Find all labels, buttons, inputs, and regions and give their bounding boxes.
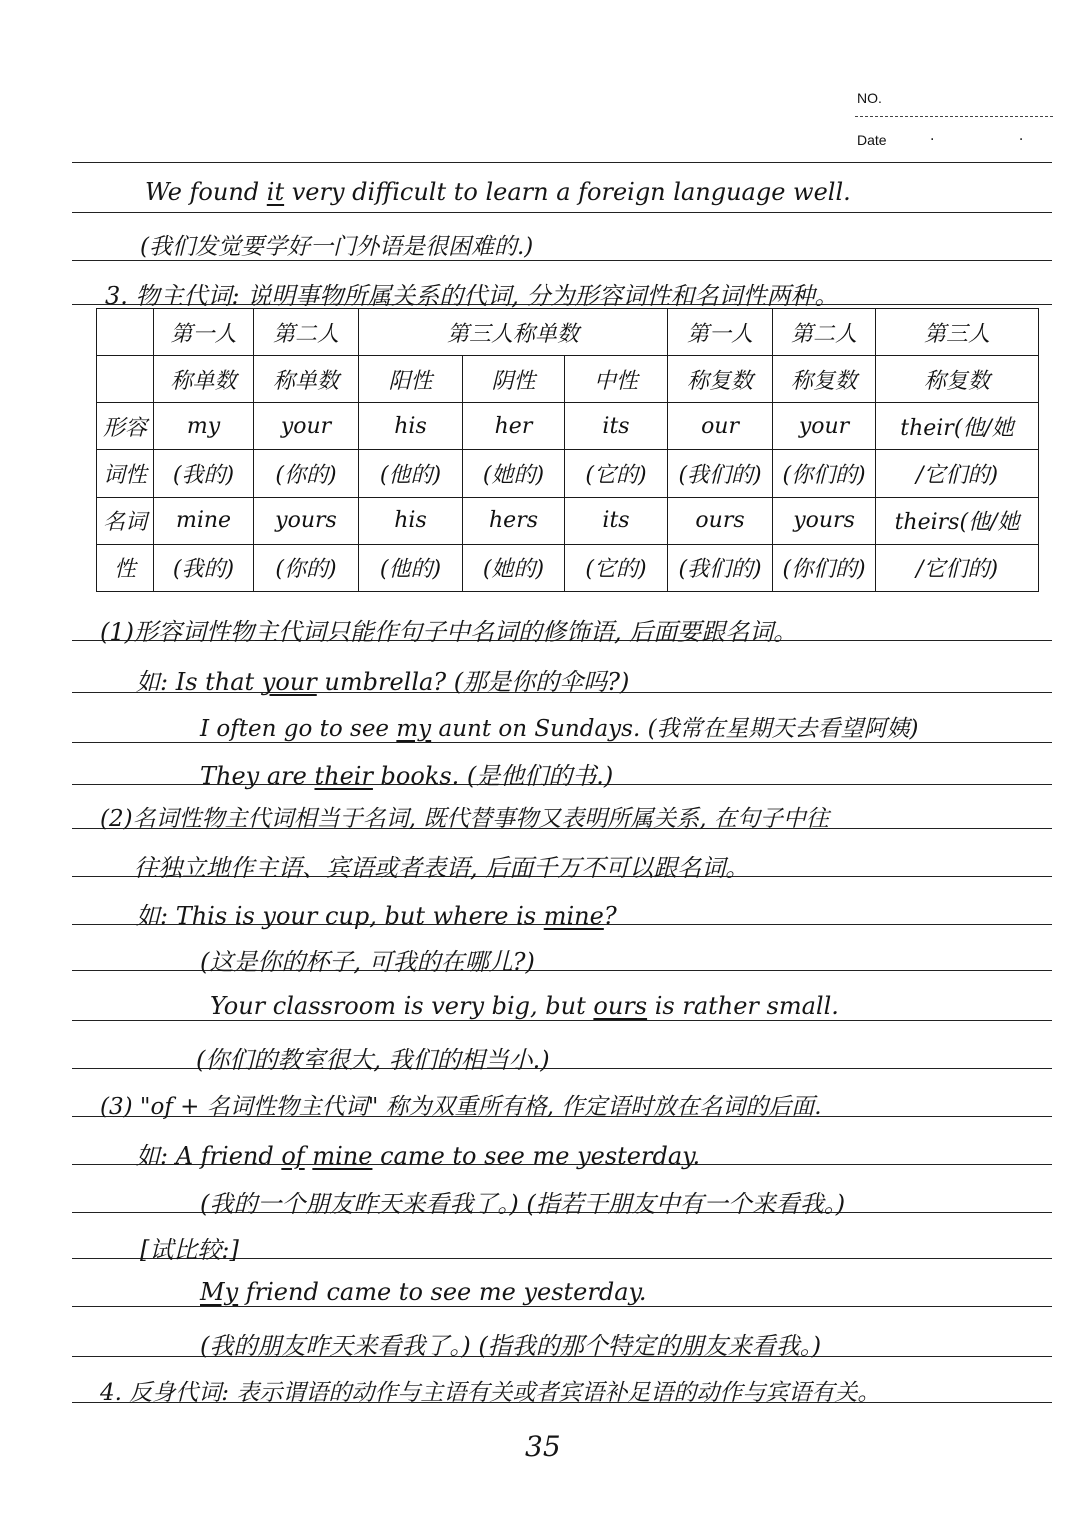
table-cell: her (463, 403, 565, 450)
table-header-cell: 第二人 (254, 309, 359, 356)
table-cell: his (359, 403, 463, 450)
table-header-cell: 中性 (565, 356, 668, 403)
row-label-adjective: 词性 (97, 450, 154, 497)
example-translation-line: (我们发觉要学好一门外语是很困难的.) (140, 234, 534, 260)
table-cell: (你们的) (773, 450, 876, 497)
table-cell: its (565, 403, 668, 450)
table-cell: (他的) (359, 450, 463, 497)
row-label-adjective: 形容 (97, 403, 154, 450)
table-cell: (他的) (359, 544, 463, 591)
example-translation-line: (我的朋友昨天来看我了。) (指我的那个特定的朋友来看我。) (200, 1332, 822, 1360)
example-translation-line: (这是你的杯子, 可我的在哪儿?) (200, 948, 535, 976)
table-cell: (我们的) (668, 544, 773, 591)
table-cell: your (773, 403, 876, 450)
row-label-noun: 名词 (97, 497, 154, 544)
table-cell: yours (254, 497, 359, 544)
page-number: 35 (525, 1430, 561, 1463)
table-header-cell: 第三人称单数 (359, 309, 668, 356)
rule-1-text: (1)形容词性物主代词只能作句子中名词的修饰语, 后面要跟名词。 (100, 618, 798, 646)
rule-2-text: (2)名词性物主代词相当于名词, 既代替事物又表明所属关系, 在句子中往 (100, 806, 829, 832)
table-cell: (它的) (565, 450, 668, 497)
table-cell: (她的) (463, 450, 565, 497)
table-cell: his (359, 497, 463, 544)
header-no-label: NO. (857, 90, 882, 106)
table-cell: (你的) (254, 450, 359, 497)
example-line: My friend came to see me yesterday. (200, 1278, 647, 1306)
header-date-dots: · · (930, 132, 1064, 148)
example-sentence-line: We found it very difficult to learn a foreign language well. (145, 178, 851, 206)
header-date-label: Date (857, 132, 887, 148)
table-header-cell: 称复数 (773, 356, 876, 403)
table-header-cell: 阴性 (463, 356, 565, 403)
table-cell: (你的) (254, 544, 359, 591)
example-line: 如: A friend of mine came to see me yesterday. (136, 1142, 701, 1170)
table-cell: theirs(他/她 (876, 497, 1039, 544)
table-header-cell: 第三人 (876, 309, 1039, 356)
table-cell: your (254, 403, 359, 450)
table-header-cell: 称单数 (154, 356, 254, 403)
table-cell: ours (668, 497, 773, 544)
example-line: They are their books. (是他们的书.) (200, 762, 614, 790)
rule-3-text: (3) "of + 名词性物主代词" 称为双重所有格, 作定语时放在名词的后面. (100, 1094, 822, 1120)
example-translation-line: (你们的教室很大, 我们的相当小.) (196, 1046, 550, 1074)
table-cell: their(他/她 (876, 403, 1039, 450)
table-cell: mine (154, 497, 254, 544)
table-header-cell: 第二人 (773, 309, 876, 356)
table-cell: (它的) (565, 544, 668, 591)
table-cell: my (154, 403, 254, 450)
table-corner-cell (97, 356, 154, 403)
table-cell: /它们的) (876, 544, 1039, 591)
table-header-cell: 称复数 (668, 356, 773, 403)
table-cell: its (565, 497, 668, 544)
row-label-noun: 性 (97, 544, 154, 591)
table-header-cell: 称复数 (876, 356, 1039, 403)
table-corner-cell (97, 309, 154, 356)
table-cell: our (668, 403, 773, 450)
example-line: 如: Is that your umbrella? (那是你的伞吗?) (136, 668, 630, 696)
header-dashed-rule (855, 116, 1053, 117)
example-line: I often go to see my aunt on Sundays. (我常在星期天去看望阿姨) (200, 716, 919, 742)
table-cell: (我的) (154, 450, 254, 497)
compare-label: [试比较:] (140, 1236, 239, 1264)
example-translation-line: (我的一个朋友昨天来看我了。) (指若干朋友中有一个来看我。) (200, 1190, 846, 1218)
table-header-cell: 第一人 (154, 309, 254, 356)
section-4-heading: 4. 反身代词: 表示谓语的动作与主语有关或者宾语补足语的动作与宾语有关。 (100, 1380, 881, 1406)
example-line: Your classroom is very big, but ours is rather small. (210, 992, 839, 1020)
table-cell: (我们的) (668, 450, 773, 497)
table-cell: (她的) (463, 544, 565, 591)
table-cell: hers (463, 497, 565, 544)
table-header-cell: 第一人 (668, 309, 773, 356)
table-cell: (我的) (154, 544, 254, 591)
table-cell: (你们的) (773, 544, 876, 591)
table-cell: yours (773, 497, 876, 544)
possessive-pronoun-table (96, 308, 1039, 592)
example-line: 如: This is your cup, but where is mine? (136, 902, 617, 930)
table-header-cell: 称单数 (254, 356, 359, 403)
table-cell: /它们的) (876, 450, 1039, 497)
table-header-cell: 阳性 (359, 356, 463, 403)
section-3-heading: 3. 物主代词: 说明事物所属关系的代词, 分为形容词性和名词性两种。 (105, 282, 839, 310)
rule-2-text: 往独立地作主语、宾语或者表语, 后面千万不可以跟名词。 (134, 854, 750, 882)
